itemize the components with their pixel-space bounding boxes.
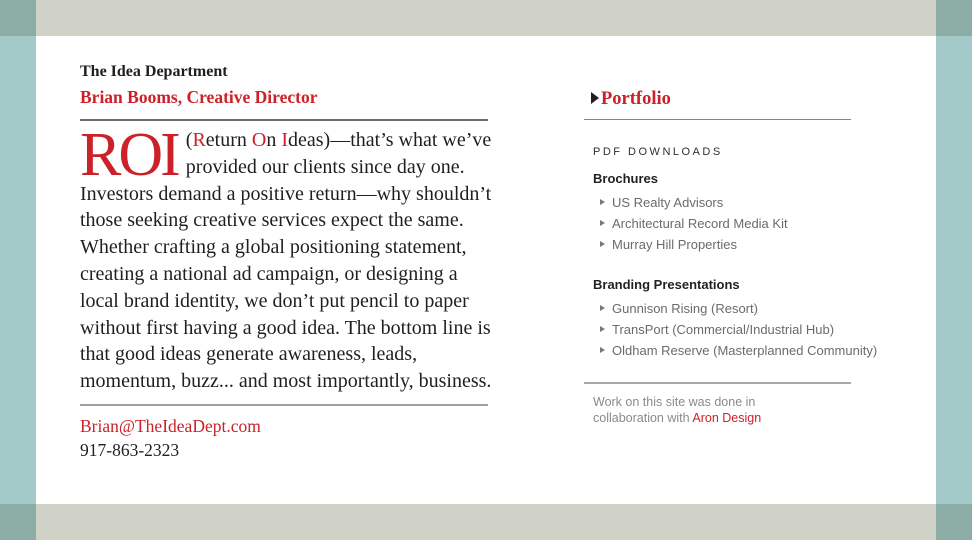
pdf-link-architectural-record-media-kit[interactable]: Architectural Record Media Kit [593,217,893,230]
credit-line2: collaboration with [593,410,693,425]
bottom-left-corner-block [0,504,36,540]
portfolio-divider [584,119,851,120]
portfolio-link[interactable] [591,89,671,110]
bullet-triangle-icon [600,199,605,205]
brochures-list [593,196,893,251]
site-subtitle: Brian Booms, Creative Director [80,87,318,107]
brochures-title: Brochures [593,171,659,186]
pdf-downloads-heading: PDF DOWNLOADS [593,146,723,158]
branding-presentations-title: Branding Presentations [593,277,740,292]
bullet-triangle-icon [600,326,605,332]
credit-line1: Work on this site was done in [593,395,756,409]
left-side-strip [0,36,36,504]
pdf-link-gunnison-rising[interactable]: Gunnison Rising (Resort) [593,302,893,315]
phone-number: 917-863-2323 [80,440,180,460]
bullet-triangle-icon [600,241,605,247]
brochures-section [593,171,893,259]
bullet-triangle-icon [600,347,605,353]
bullet-triangle-icon [600,305,605,311]
top-bar [36,0,936,36]
site-title: The Idea Department [80,63,228,80]
branding-presentations-list [593,302,893,357]
branding-presentations-section [593,277,893,365]
site-credit [593,395,761,426]
pdf-link-us-realty-advisors[interactable]: US Realty Advisors [593,196,893,209]
email-link[interactable]: Brian@TheIdeaDept.com [80,416,261,436]
intro-text: (Return On Ideas)—that’s what we’ve provided our clients since day one. Investors demand a positive return—why shouldn’t those seeking creative services expect the same. Whether crafting a global positioning statement, creating a national ad campaign, or designing a local brand identity, we don’t put pencil to paper without first having a good idea. The bottom line is that good ideas generate awareness, leads, momentum, buzz... and most importantly, business. [80,129,492,393]
credit-divider [584,382,851,384]
top-left-corner-block [0,0,36,36]
portfolio-arrow-icon [591,92,599,104]
pdf-link-transport[interactable]: TransPort (Commercial/Industrial Hub) [593,323,893,336]
pdf-link-oldham-reserve[interactable]: Oldham Reserve (Masterplanned Community) [593,344,893,357]
intro-paragraph [80,121,494,395]
right-side-strip [936,36,972,504]
bottom-right-corner-block [936,504,972,540]
bottom-bar [36,504,936,540]
contact-divider [80,404,488,406]
aron-design-link[interactable]: Aron Design [692,410,762,425]
bullet-triangle-icon [600,220,605,226]
pdf-link-murray-hill-properties[interactable]: Murray Hill Properties [593,238,893,251]
top-right-corner-block [936,0,972,36]
portfolio-label: Portfolio [601,89,671,109]
roi-dropcap: ROI [80,121,178,189]
